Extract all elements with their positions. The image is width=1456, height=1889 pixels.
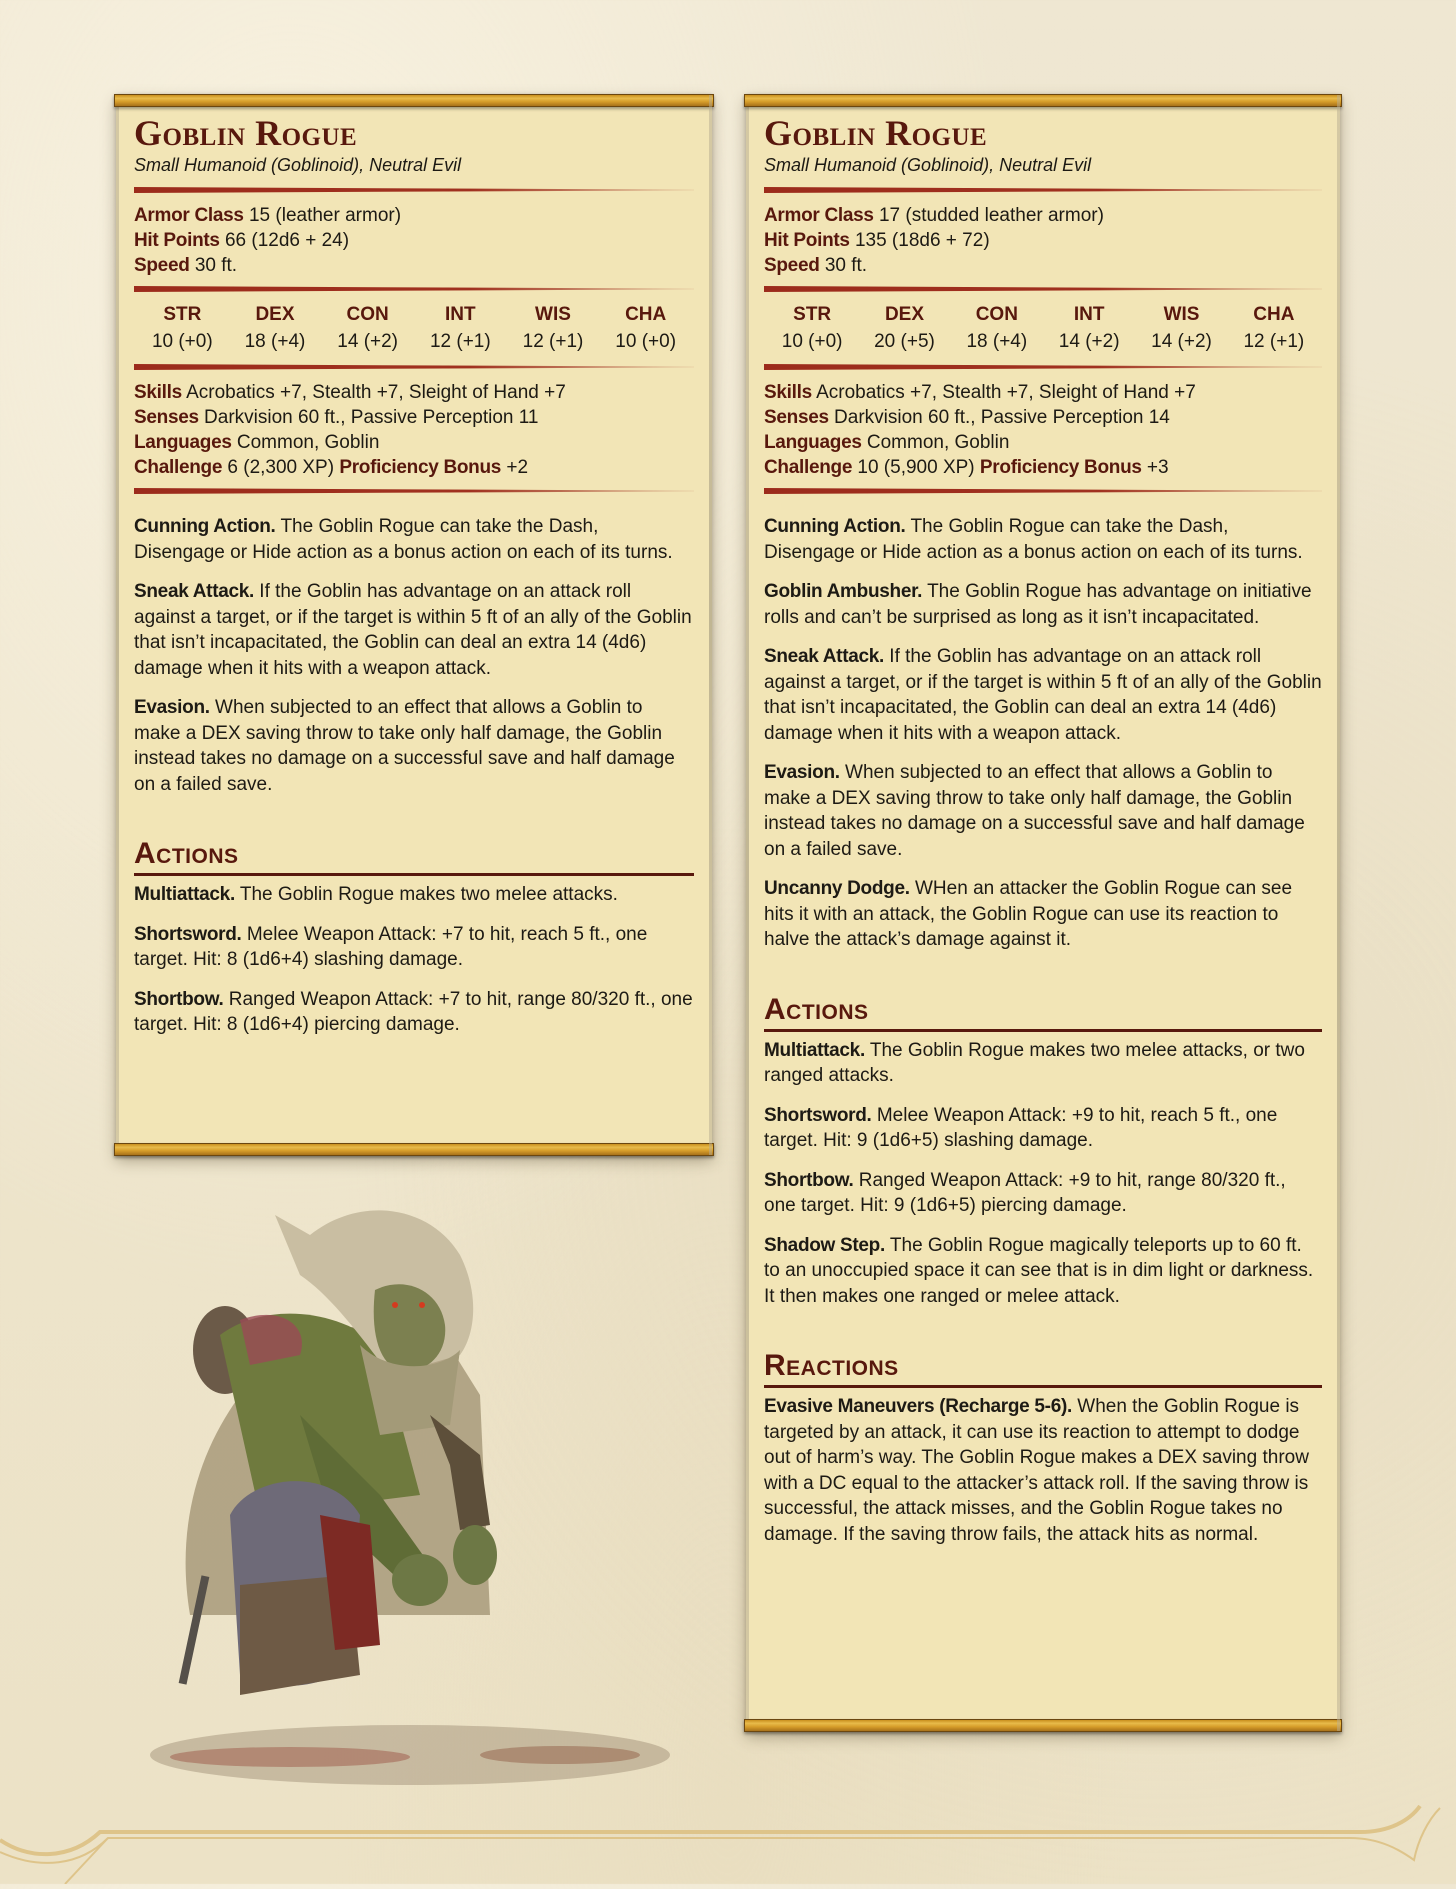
ability-scores bbox=[764, 302, 1322, 356]
divider bbox=[134, 286, 694, 292]
hit-points: Hit Points 66 (12d6 + 24) bbox=[134, 230, 350, 251]
challenge: Challenge 6 (2,300 XP) Proficiency Bonus +2 bbox=[134, 457, 529, 478]
action-multiattack: Multiattack. The Goblin Rogue makes two melee attacks, or two ranged attacks. bbox=[764, 1039, 1305, 1086]
ability-con: CON 14 (+2) bbox=[337, 304, 399, 352]
ability-dex: DEX 18 (+4) bbox=[244, 304, 306, 352]
speed: Speed 30 ft. bbox=[764, 255, 868, 276]
challenge: Challenge 10 (5,900 XP) Proficiency Bonus +3 bbox=[764, 457, 1169, 478]
divider bbox=[134, 187, 694, 193]
ability-int: INT 14 (+2) bbox=[1058, 304, 1120, 352]
stat-block-left bbox=[116, 95, 712, 1155]
ability-cha: CHA 12 (+1) bbox=[1243, 304, 1305, 352]
ability-cha: CHA 10 (+0) bbox=[615, 304, 677, 352]
ability-wis: WIS 12 (+1) bbox=[522, 304, 584, 352]
page-footer-ornament bbox=[0, 1800, 1456, 1884]
divider bbox=[764, 364, 1322, 370]
scroll-bar-top bbox=[114, 94, 714, 107]
creature-name: Goblin Rogue bbox=[764, 113, 988, 153]
divider bbox=[134, 488, 694, 494]
divider bbox=[764, 286, 1322, 292]
action-shortsword: Shortsword. Melee Weapon Attack: +9 to hit, reach 5 ft., one target. Hit: 9 (1d6+5) slashing damage. bbox=[764, 1104, 1278, 1151]
ability-wis: WIS 14 (+2) bbox=[1151, 304, 1212, 352]
trait-cunning-action: Cunning Action. The Goblin Rogue can take the Dash, Disengage or Hide action as a bonus action on each of its turns. bbox=[134, 516, 673, 563]
creature-type: Small Humanoid (Goblinoid), Neutral Evil bbox=[764, 155, 1092, 175]
divider bbox=[764, 488, 1322, 494]
actions-header: Actions bbox=[764, 993, 1322, 1032]
ability-int: INT 12 (+1) bbox=[429, 304, 491, 352]
creature-name: Goblin Rogue bbox=[134, 113, 358, 153]
reaction-evasive-maneuvers: Evasive Maneuvers (Recharge 5-6). When the Goblin Rogue is targeted by an attack, it can use its reaction to attempt to dodge out of harm’s way. The Goblin Rogue makes a DEX saving throw with a DC equal to the attacker’s attack roll. If the saving throw is successful, the attack misses, and the Goblin Rogue takes no damage. If the saving throw fails, the attack hits as normal. bbox=[764, 1396, 1309, 1545]
trait-goblin-ambusher: Goblin Ambusher. The Goblin Rogue has advantage on initiative rolls and can’t be surprised as long as it isn’t incapacitated. bbox=[764, 581, 1312, 628]
stat-block-right bbox=[746, 95, 1340, 1731]
armor-class: Armor Class 17 (studded leather armor) bbox=[764, 205, 1104, 226]
divider bbox=[134, 364, 694, 370]
armor-class: Armor Class 15 (leather armor) bbox=[134, 205, 402, 226]
ability-dex: DEX 20 (+5) bbox=[874, 304, 935, 352]
trait-evasion: Evasion. When subjected to an effect that allows a Goblin to make a DEX saving throw to take only half damage, the Goblin instead takes no damage on a successful save and half damage on a failed save. bbox=[764, 762, 1305, 860]
action-shadow-step: Shadow Step. The Goblin Rogue magically teleports up to 60 ft. to an unoccupied space it can see that is in dim light or darkness. It then makes one ranged or melee attack. bbox=[764, 1234, 1314, 1307]
reactions-header: Reactions bbox=[764, 1349, 1322, 1388]
trait-cunning-action: Cunning Action. The Goblin Rogue can take the Dash, Disengage or Hide action as a bonus action on each of its turns. bbox=[764, 516, 1303, 563]
languages: Languages Common, Goblin bbox=[134, 432, 380, 453]
trait-sneak-attack: Sneak Attack. If the Goblin has advantage on an attack roll against a target, or if the target is within 5 ft of an ally of the Goblin that isn’t incapacitated, the Goblin can deal an extra 14 (4d6) damage when it hits with a weapon attack. bbox=[134, 581, 692, 679]
senses: Senses Darkvision 60 ft., Passive Perception 11 bbox=[134, 407, 539, 428]
hit-points: Hit Points 135 (18d6 + 72) bbox=[764, 230, 990, 251]
actions-header: Actions bbox=[134, 837, 694, 876]
trait-evasion: Evasion. When subjected to an effect that allows a Goblin to make a DEX saving throw to take only half damage, the Goblin instead takes no damage on a successful save and half damage on a failed save. bbox=[134, 697, 675, 795]
skills: Skills Acrobatics +7, Stealth +7, Sleight of Hand +7 bbox=[764, 382, 1196, 403]
trait-sneak-attack: Sneak Attack. If the Goblin has advantage on an attack roll against a target, or if the target is within 5 ft of an ally of the Goblin that isn’t incapacitated, the Goblin can deal an extra 14 (4d6) damage when it hits with a weapon attack. bbox=[764, 646, 1322, 744]
stat-block-content bbox=[764, 113, 1322, 1547]
trait-uncanny-dodge: Uncanny Dodge. WHen an attacker the Goblin Rogue can see hits it with an attack, the Goblin Rogue can use its reaction to halve the attack’s damage against it. bbox=[764, 878, 1293, 950]
ability-str: STR 10 (+0) bbox=[781, 304, 843, 352]
ability-str: STR 10 (+0) bbox=[151, 304, 213, 352]
goblin-rogue-illustration bbox=[130, 1195, 730, 1825]
scroll-bar-bottom bbox=[744, 1719, 1342, 1732]
action-shortsword: Shortsword. Melee Weapon Attack: +7 to hit, reach 5 ft., one target. Hit: 8 (1d6+4) slashing damage. bbox=[134, 923, 648, 970]
scroll-bar-bottom bbox=[114, 1143, 714, 1156]
action-shortbow: Shortbow. Ranged Weapon Attack: +7 to hit, range 80/320 ft., one target. Hit: 8 (1d6+4) piercing damage. bbox=[134, 988, 693, 1035]
stat-block-content bbox=[134, 113, 694, 1038]
ability-con: CON 18 (+4) bbox=[966, 304, 1028, 352]
ability-scores bbox=[134, 302, 694, 356]
senses: Senses Darkvision 60 ft., Passive Perception 14 bbox=[764, 407, 1170, 428]
action-shortbow: Shortbow. Ranged Weapon Attack: +9 to hit, range 80/320 ft., one target. Hit: 9 (1d6+5) piercing damage. bbox=[764, 1169, 1286, 1216]
languages: Languages Common, Goblin bbox=[764, 432, 1010, 453]
creature-type: Small Humanoid (Goblinoid), Neutral Evil bbox=[134, 155, 462, 175]
divider bbox=[764, 187, 1322, 193]
skills: Skills Acrobatics +7, Stealth +7, Sleight of Hand +7 bbox=[134, 382, 566, 403]
scroll-bar-top bbox=[744, 94, 1342, 107]
speed: Speed 30 ft. bbox=[134, 255, 238, 276]
action-multiattack: Multiattack. The Goblin Rogue makes two melee attacks. bbox=[134, 884, 618, 905]
